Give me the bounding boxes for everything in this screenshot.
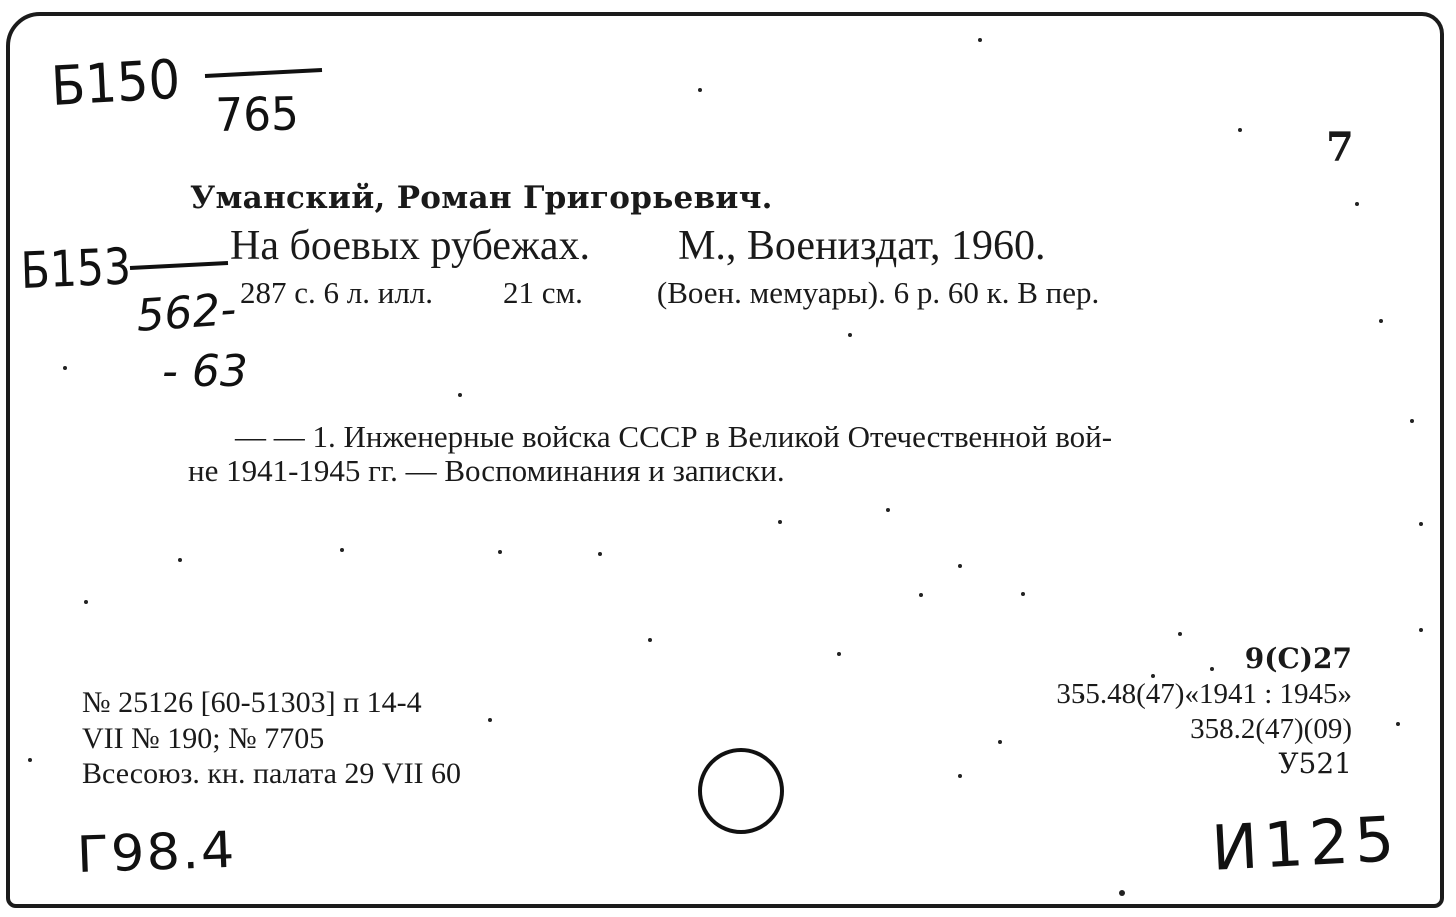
handwritten-side-number: 562- xyxy=(134,284,238,342)
registry-line2: VII № 190; № 7705 xyxy=(82,722,325,755)
registry-line1: № 25126 [60-51303] п 14-4 xyxy=(82,686,422,719)
handwritten-side-code: Б153 xyxy=(19,237,132,300)
book-title: На боевых рубежах. xyxy=(230,223,591,269)
classification-line1: 9(С)27 xyxy=(1244,642,1352,675)
handwritten-call-number: И125 xyxy=(1209,802,1402,885)
handwritten-rule-side xyxy=(130,263,228,268)
title-line xyxy=(230,225,1045,267)
classification-line4: У521 xyxy=(1278,747,1352,780)
pages: 287 с. 6 л. илл. xyxy=(240,275,434,310)
card-punch-hole xyxy=(698,748,784,834)
handwritten-shelf-subcode: 765 xyxy=(214,86,300,142)
card-number: 7 xyxy=(1326,124,1354,171)
series-price: (Воен. мемуары). 6 р. 60 к. В пер. xyxy=(656,275,1100,310)
classification-line3: 358.2(47)(09) xyxy=(1190,713,1352,745)
handwritten-side-number2: - 63 xyxy=(162,346,248,397)
publication-info: М., Воениздат, 1960. xyxy=(678,223,1046,269)
classification-line2: 355.48(47)«1941 : 1945» xyxy=(1056,678,1352,710)
subject-heading-line1: — — 1. Инженерные войска СССР в Великой Отечественной вой- xyxy=(235,419,1113,454)
subject-heading-line2: не 1941-1945 гг. — Воспоминания и записки. xyxy=(188,453,785,488)
handwritten-shelf-code: Б150 xyxy=(49,47,182,118)
physical-description xyxy=(240,277,1099,308)
size: 21 см. xyxy=(503,275,583,310)
registry-line3: Всесоюз. кн. палата 29 VII 60 xyxy=(82,757,462,790)
author-heading: Уманский, Роман Григорьевич. xyxy=(190,180,773,216)
handwritten-inventory-code: Г98.4 xyxy=(75,820,238,884)
handwritten-rule-top xyxy=(205,70,322,76)
